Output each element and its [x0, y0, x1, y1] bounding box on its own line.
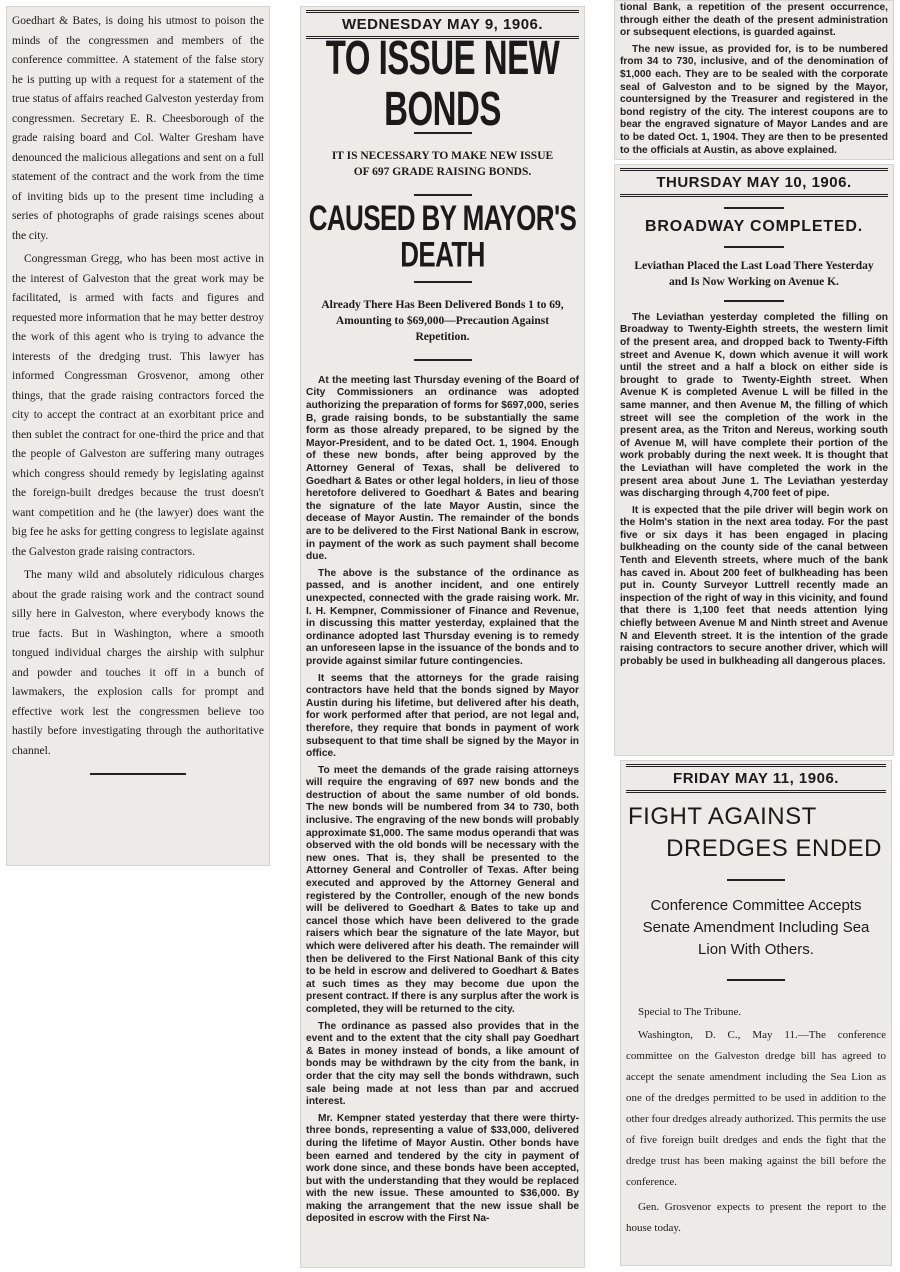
dateline-may10: THURSDAY MAY 10, 1906. [620, 168, 888, 197]
clipping-col3-friday [620, 760, 892, 1266]
divider-rule [727, 879, 785, 881]
headline-fight-against-dredges [626, 801, 886, 865]
dateline-may11: FRIDAY MAY 11, 1906. [626, 764, 886, 793]
col3c-paragraph: Special to The Tribune. [638, 1006, 742, 1018]
divider-rule [414, 359, 472, 361]
headline-line: DREDGES ENDED [666, 835, 882, 862]
headline-broadway-completed: BROADWAY COMPLETED. [645, 218, 863, 235]
deck-new-issue: IT IS NECESSARY TO MAKE NEW ISSUE OF 697 GRADE RAISING BONDS. [331, 150, 554, 179]
divider-rule [724, 207, 784, 209]
divider-rule [724, 300, 784, 302]
clipping-col3-thursday [614, 164, 894, 756]
col2-paragraph: The ordinance as passed also provides that in the event and to the extent that the city shall pay Goedhart & Bates in money instead of bonds, a like amount of bonds may be withdrawn by the city from the bank, in order that the city may sell the bonds withdrawn, such sale being made at not less than par and accrued interest. [306, 1020, 579, 1108]
col2-paragraph: Mr. Kempner stated yesterday that there were thirty-three bonds, representing a value of $33,000, delivered during the lifetime of Mayor Austin. Other bonds have been earned and tendered by the city in payment of work done since, and these bonds have been accepted, but with the understanding that they would be replaced with the new issue. These amounted to $36,000. By making the arrangement that the new issue shall be deposited in escrow with the First Na- [306, 1112, 579, 1225]
col3c-paragraph: Gen. Grosvenor expects to present the report to the house today. [626, 1201, 886, 1234]
col3c-paragraph: Washington, D. C., May 11.—The conference committee on the Galveston dredge bill has agreed to accept the senate amendment including the Sea Lion as one of the dredges permitted to be used in addition to the other four dredges already authorized. This permits the use of five foreign built dredges and ends the fight that the dredge trust has been making against the bill before the conference. [626, 1029, 886, 1188]
dateline-may9: WEDNESDAY MAY 9, 1906. [306, 10, 579, 39]
divider-rule [724, 246, 784, 248]
divider-rule [414, 194, 472, 196]
col2-paragraph: To meet the demands of the grade raising attorneys will require the engraving of 697 new bonds and the destruction of about the same number of old bonds. The new bonds will be numbered from 34 to 730, both inclusive. The engraving of the new bonds will probably approximate $1,000. The same modus operandi that was observed with the old bonds will be necessary with the new ones. That is, they shall be presented to the Attorney General and Controller of Texas. After being executed and approved by the Attorney General and registered by the Controller, enough of the new bonds will be delivered to Goedhart & Bates to take up and cancel those which have been delivered to the grade raisers which bear the signature of the late Mayor, but which were delivered after his death. The remainder will then be delivered to the First National Bank of this city to be held in escrow and delivered to Goedhart & Bates at such times as they may become due upon the present contract. If there is any surplus after the work is completed, they will be returned to the city. [306, 764, 579, 1015]
col2-paragraph: At the meeting last Thursday evening of the Board of City Commissioners an ordinance was adopted authorizing the preparation of forms for $697,000, series B, grade raising bonds, to be substantially the same form as those already prepared, to be signed by the Mayor-President, and to be dated Oct. 1, 1904. Enough of these new bonds, after being approved by the Attorney General of Texas, shall be delivered to Goedhart & Bates or other legal holders, in lieu of those heretofore delivered to Goedhart & Bates and bearing the signature of the late Mayor Austin, since the decease of Mayor Austin. The remainder of the bonds are to be delivered to the First National Bank in escrow, in payment of the work as such payment shall become due. [306, 374, 579, 563]
clipping-col3-continuation [614, 0, 894, 160]
col2-paragraph: It seems that the attorneys for the grade raising contractors have held that the bonds signed by Mayor Austin during his lifetime, but delivered after his death, for work performed after that period, are not legal and, therefore, they require that bonds in payment of work subsequent to that time shall be signed by the Mayor in office. [306, 672, 579, 760]
col1-paragraph: The many wild and absolutely ridiculous charges about the grade raising work and the contract sound silly here in Galveston, where everybody knows the true facts. But in Washington, where a smooth tongued individual charges the airship with sulphur and powder and touches it off in a bunch of lawmakers, the explosion calls for prompt and effective work lest the congressmen believe too hastily before investigating through the authoritative channel. [12, 569, 264, 757]
headline-caused-by-mayors-death: CAUSED BY MAYOR'S DEATH [308, 198, 577, 276]
end-rule [90, 773, 186, 775]
headline-to-issue-new-bonds: TO ISSUE NEW BONDS [325, 30, 560, 135]
col3a-paragraph: The new issue, as provided for, is to be numbered from 34 to 730, inclusive, and of the denomination of $1,000 each. They are to be sealed with the corporate seal of Galveston and to be signed by the Mayor, countersigned by the Treasurer and registered in the bond registry of the city. The interest coupons are to bear the engraved signature of Mayor Landes and are to be dated Oct. 1, 1904. They are then to be presented to the officials at Austin, as above explained. [620, 43, 888, 156]
clipping-col2 [300, 6, 585, 1268]
col3a-paragraph: tional Bank, a repetition of the present occurrence, through either the death of the present administration or subsequent elections, is guarded against. [620, 2, 888, 39]
headline-line: FIGHT AGAINST [628, 803, 817, 830]
deck-leviathan: Leviathan Placed the Last Load There Yesterday and Is Now Working on Avenue K. [634, 259, 874, 288]
col1-paragraph: Congressman Gregg, who has been most active in the interest of Galveston that the great work may be facilitated, is armed with facts and figures and requested more information that he may better destroy the work of this agent who is trying to advance the interests of the dredging trust. This lawyer has informed Congressman Grosvenor, among other things, that the grade raising contractors forced the city to accept the contract at an exorbitant price and then sublet the contract for one-third the price and that the people of Galveston are suffering many outrages which congress should remedy by legislating against the foreign-built dredges because the trust doesn't want competition and he (the lawyer) does want the big fee he asks for getting congress to legislate against the Galveston grade raising contractors. [12, 253, 264, 558]
col1-paragraph: Goedhart & Bates, is doing his utmost to poison the minds of the congressmen and members of the conference committee. A statement of the false story he is putting up with a request for a statement of the true status of affairs reached Galveston yesterday from congressmen. Secretary E. R. Cheesborough of the grade raising board and Col. Walter Gresham have denounced the malicious allegations and sent on a full statement of the contract and the work from the time of inviting bids up to the present time including a series of photographs of grade raisings scenes about the city. [12, 15, 264, 242]
divider-rule [414, 281, 472, 283]
col3b-paragraph: It is expected that the pile driver will begin work on the Holm's station in the next area today. For the past five or six days it has been engaged in placing bulkheading on the county side of the canal between Tenth and Eleventh streets, where much of the bank has caved in. About 200 feet of bulkheading has been put in. County Surveyor Luttrell recently made an inspection of the right of way in this vicinity, and found that there is 1,100 feet that needs attention lying chiefly between Avenue M and Ninth street and Avenue N and Eleventh street. It is the intention of the grade raising contractors to secure another driver, which will probably be used in bulkheading all dangerous places. [620, 504, 888, 667]
clipping-col1 [6, 6, 270, 866]
col2-paragraph: The above is the substance of the ordinance as passed, and is another incident, and one entirely unexpected, connected with the grade raising work. Mr. I. H. Kempner, Commissioner of Finance and Revenue, in discussing this matter yesterday, explained that the ordinance adopted last Thursday evening is to remedy an unforeseen lapse in the issuance of the bonds and to provide against similar future contingencies. [306, 567, 579, 667]
deck-already-delivered: Already There Has Been Delivered Bonds 1 to 69, Amounting to $69,000—Precaution Against Repetition. [321, 298, 564, 343]
col3b-paragraph: The Leviathan yesterday completed the filling on Broadway to Twenty-Eighth streets, the western limit of the present area, and dropped back to Twenty-Fifth street and Avenue K, down which avenue it will work until the street and a half a block on either side is brought to grade to Twenty-Eighth street. When Avenue K is completed Avenue L will be filled in the same manner, and then Avenue M, the filling of which street will see the completion of the work in the present area, as the Triton and Nereus, working south of Avenue M, will have complete their portion of the work probably during the next week. It is thought that the Leviathan will have completed the work in the present area about June 1. The Leviathan yesterday was discharging through 4,700 feet of pipe. [620, 311, 888, 500]
deck-conference-committee: Conference Committee Accepts Senate Amendment Including Sea Lion With Others. [642, 897, 870, 958]
divider-rule [727, 979, 785, 981]
